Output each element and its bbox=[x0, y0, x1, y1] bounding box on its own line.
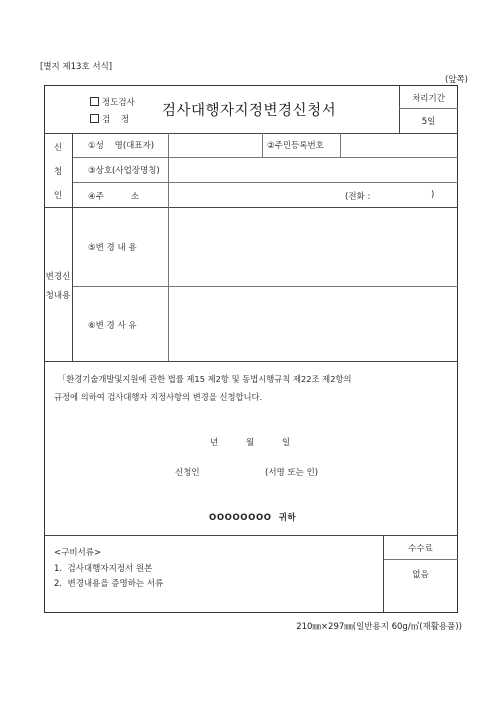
divider bbox=[72, 182, 458, 183]
change-side-label: 변경신 bbox=[45, 272, 71, 282]
name-label: ①성 명(대표자) bbox=[88, 141, 155, 151]
applicant-side-label: 신 bbox=[53, 143, 63, 153]
divider bbox=[168, 207, 169, 361]
fee-value: 없음 bbox=[412, 570, 429, 580]
required-documents-header: <구비서류> bbox=[54, 548, 102, 558]
applicant-sign-label: 신청인 bbox=[175, 468, 200, 478]
change-content-label: ⑤변 경 내 용 bbox=[88, 243, 137, 253]
required-document-item: 2. 변경내용을 증명하는 서류 bbox=[54, 579, 164, 589]
divider bbox=[340, 133, 341, 157]
divider bbox=[44, 133, 458, 134]
phone-close: ) bbox=[431, 190, 435, 200]
change-content-field[interactable] bbox=[170, 209, 456, 284]
checkbox-icon[interactable] bbox=[90, 114, 99, 123]
name-field[interactable] bbox=[170, 135, 260, 155]
divider bbox=[383, 559, 458, 560]
business-name-field[interactable] bbox=[170, 159, 456, 180]
divider bbox=[262, 133, 263, 157]
option-label: 검 정 bbox=[102, 115, 130, 125]
divider bbox=[44, 535, 458, 536]
business-name-label: ③상호(사업장명칭) bbox=[88, 166, 160, 176]
checkbox-icon[interactable] bbox=[90, 97, 99, 106]
statement-line-1: 「환경기술개발및지원에 관한 법률 제15 제2항 및 동법시행규칙 제22조 제2항의 bbox=[58, 374, 352, 384]
divider bbox=[72, 157, 458, 158]
resident-number-field[interactable] bbox=[342, 135, 456, 155]
option-verification[interactable] bbox=[90, 113, 129, 125]
date-month: 월 bbox=[246, 438, 255, 448]
option-accuracy-inspection[interactable] bbox=[90, 96, 135, 108]
processing-period-label: 처리기간 bbox=[412, 94, 445, 104]
resident-number-label: ②주민등록번호 bbox=[267, 141, 324, 151]
phone-label: (전화 : bbox=[345, 192, 371, 202]
date-year: 년 bbox=[210, 438, 219, 448]
divider bbox=[72, 133, 73, 361]
form-title: 검사대행자지정변경신청서 bbox=[162, 103, 337, 119]
change-reason-field[interactable] bbox=[170, 288, 456, 359]
required-document-item: 1. 검사대행자지정서 원본 bbox=[54, 564, 153, 574]
statement-line-2: 규정에 의하여 검사대행자 지정사항의 변경을 신청합니다. bbox=[54, 392, 263, 402]
applicant-side-label: 청 bbox=[53, 167, 63, 177]
processing-period-value: 5일 bbox=[421, 117, 436, 127]
fee-label: 수수료 bbox=[408, 544, 433, 554]
form-code: [별지 제13호 서식] bbox=[40, 62, 113, 72]
date-day: 일 bbox=[282, 438, 291, 448]
option-label: 정도검사 bbox=[102, 98, 135, 108]
divider bbox=[72, 286, 458, 287]
divider bbox=[168, 133, 169, 207]
change-side-label: 청내용 bbox=[45, 291, 71, 301]
front-page-mark: (앞쪽) bbox=[444, 75, 468, 85]
change-reason-label: ⑥변 경 사 유 bbox=[88, 321, 137, 331]
address-field[interactable] bbox=[170, 184, 340, 205]
signature-label[interactable]: (서명 또는 인) bbox=[265, 468, 319, 478]
divider bbox=[44, 361, 458, 362]
divider bbox=[44, 207, 458, 208]
paper-spec-footnote: 210㎜×297㎜(일반용지 60g/㎡(재활용품)) bbox=[296, 622, 462, 632]
applicant-side-label: 인 bbox=[53, 191, 63, 201]
recipient: OOOOOOOO 귀하 bbox=[209, 513, 297, 523]
divider bbox=[399, 108, 458, 109]
address-label: ④주 소 bbox=[88, 192, 140, 202]
